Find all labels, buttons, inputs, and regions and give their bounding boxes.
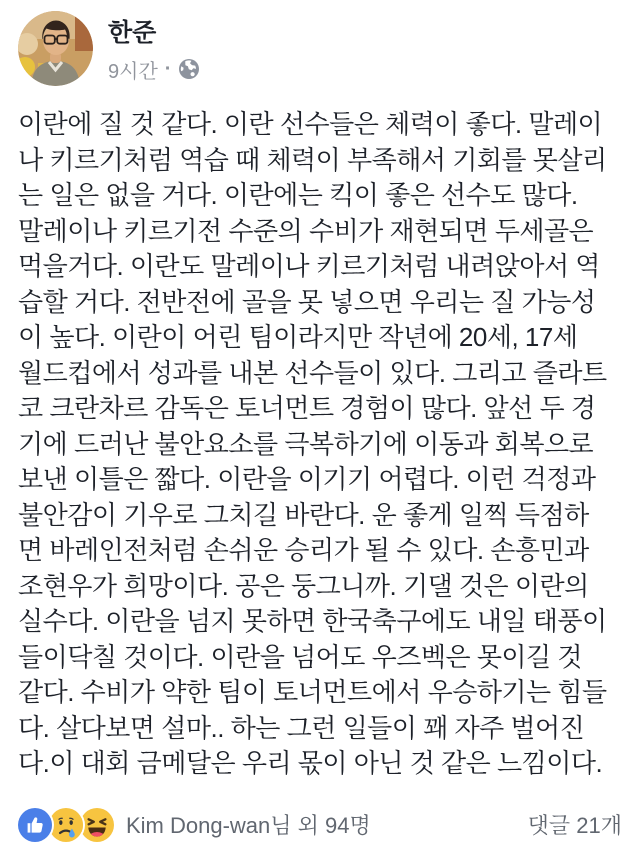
post-text-line: 불안감이 기우로 그치길 바란다. 운 좋게 일찍 득점하 [18,499,589,530]
post-text-line: 말레이나 키르기전 수준의 수비가 재현되면 두세골은 [18,215,594,246]
post-text-line: 실수다. 이란을 넘지 못하면 한국축구에도 내일 태풍이 [18,606,607,636]
globe-public-icon [178,58,200,80]
author-name[interactable]: 한준 [108,19,157,47]
post-text-line: 다. 살다보면 설마.. 하는 그런 일들이 꽤 자주 벌어진 [18,712,585,743]
avatar[interactable] [18,11,93,86]
post-text-line: 기에 드러난 불안요소를 극복하기에 이동과 회복으로 [18,428,594,459]
post-text-line: 먹을거다. 이란도 말레이나 키르기처럼 내려앉아서 역 [18,251,600,281]
post-footer [18,808,622,842]
post-meta[interactable] [108,55,200,84]
like-reaction-icon[interactable] [18,808,52,842]
sad-reaction-icon[interactable] [49,808,83,842]
post-text-line: 는 일은 없을 거다. 이란에는 킥이 좋은 선수도 많다. [18,180,578,210]
post-text-line: 조현우가 희망이다. 공은 둥그니까. 기댈 것은 이란의 [18,570,589,601]
timestamp[interactable]: 9시간 [108,60,158,83]
post-text-line: 들이닥칠 것이다. 이란을 넘어도 우즈벡은 못이길 것 [18,641,583,672]
reaction-icons [18,808,114,842]
post-text-line: 습할 거다. 전반전에 골을 못 넣으면 우리는 질 가능성 [18,286,596,317]
header-info [108,11,200,84]
post-text-line: 월드컵에서 성과를 내본 선수들이 있다. 그리고 즐라트 [18,357,607,388]
reactions-summary[interactable]: Kim Dong-wan님 외 94명 [126,813,371,838]
post-header [18,11,622,86]
post-text-line: 이 높다. 이란이 어린 팀이라지만 작년에 20세, 17세 [18,322,578,352]
haha-reaction-icon[interactable] [80,808,114,842]
post-text-line: 보낸 이틀은 짧다. 이란을 이기기 어렵다. 이런 걱정과 [18,464,596,494]
meta-separator: · [164,57,172,80]
post-body [18,107,622,782]
post-text-line: 코 크란차르 감독은 토너먼트 경험이 많다. 앞선 두 경 [18,393,596,423]
post-text-line: 같다. 수비가 약한 팀이 토너먼트에서 우승하기는 힘들 [18,677,607,707]
comments-count[interactable]: 댓글 21개 [527,813,622,838]
post-text-line: 면 바레인전처럼 손쉬운 승리가 될 수 있다. 손흥민과 [18,535,589,565]
post-text-line: 다.이 대회 금메달은 우리 몫이 아닌 것 같은 느낌이다. [18,748,603,778]
profile-photo-man-glasses [18,11,93,86]
post-text-line: 이란에 질 것 같다. 이란 선수들은 체력이 좋다. 말레이 [18,109,603,139]
post-text-line: 나 키르기처럼 역습 때 체력이 부족해서 기회를 못살리 [18,144,607,175]
